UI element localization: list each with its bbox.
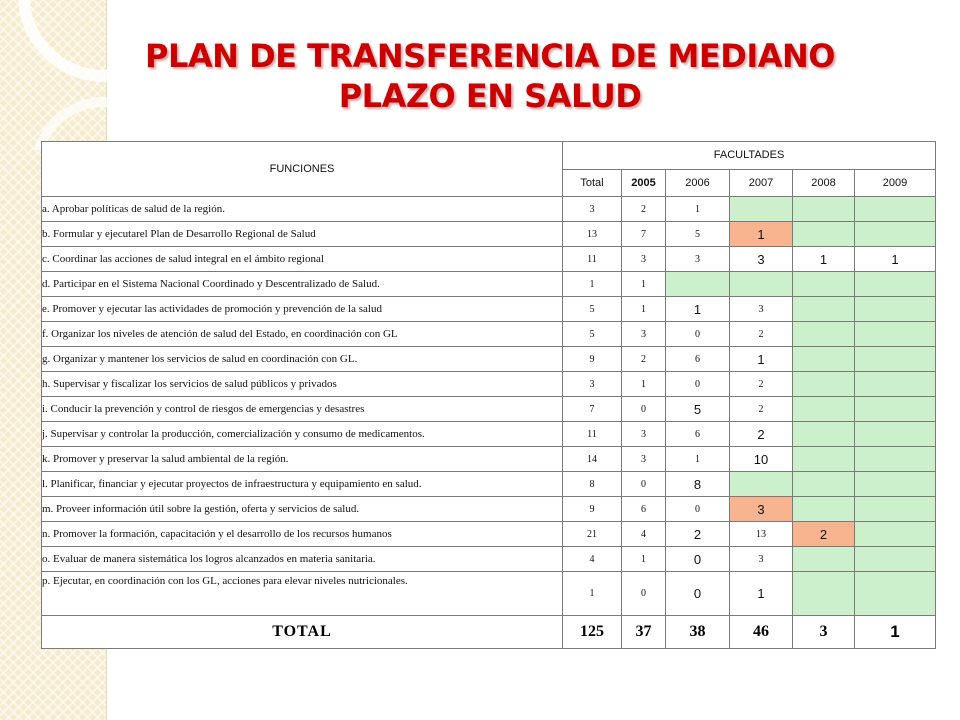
year-value-cell: 3 bbox=[622, 322, 666, 347]
year-value-cell: 4 bbox=[622, 522, 666, 547]
year-value-cell: 3 bbox=[622, 422, 666, 447]
total-value: 1 bbox=[855, 616, 936, 649]
row-total-cell: 1 bbox=[563, 572, 622, 616]
row-total-cell: 21 bbox=[563, 522, 622, 547]
year-value-cell: 2 bbox=[730, 397, 793, 422]
year-value-cell bbox=[855, 222, 936, 247]
year-value-cell bbox=[855, 547, 936, 572]
year-value-cell: 1 bbox=[793, 247, 855, 272]
table-row bbox=[42, 397, 936, 422]
funciones-header: FUNCIONES bbox=[42, 142, 563, 197]
row-total-cell: 7 bbox=[563, 397, 622, 422]
row-total-cell: 1 bbox=[563, 272, 622, 297]
year-value-cell: 1 bbox=[622, 297, 666, 322]
funcion-cell: a. Aprobar políticas de salud de la región. bbox=[42, 197, 563, 222]
table-row bbox=[42, 347, 936, 372]
funcion-cell: h. Supervisar y fiscalizar los servicios de salud públicos y privados bbox=[42, 372, 563, 397]
year-value-cell bbox=[855, 397, 936, 422]
year-value-cell bbox=[855, 272, 936, 297]
year-value-cell: 1 bbox=[666, 197, 730, 222]
year-value-cell: 2 bbox=[730, 422, 793, 447]
year-value-cell bbox=[730, 197, 793, 222]
page-title-line2: PLAZO EN SALUD bbox=[338, 77, 642, 115]
year-value-cell: 0 bbox=[622, 397, 666, 422]
year-value-cell: 1 bbox=[730, 572, 793, 616]
year-value-cell bbox=[793, 197, 855, 222]
funcion-cell: b. Formular y ejecutarel Plan de Desarrollo Regional de Salud bbox=[42, 222, 563, 247]
row-total-cell: 9 bbox=[563, 347, 622, 372]
total-value: 46 bbox=[730, 616, 793, 649]
table-row bbox=[42, 322, 936, 347]
year-value-cell: 1 bbox=[855, 247, 936, 272]
table-row bbox=[42, 372, 936, 397]
funcion-cell: d. Participar en el Sistema Nacional Coordinado y Descentralizado de Salud. bbox=[42, 272, 563, 297]
table-row bbox=[42, 547, 936, 572]
total-value: 37 bbox=[622, 616, 666, 649]
year-value-cell: 2 bbox=[666, 522, 730, 547]
year-value-cell: 3 bbox=[730, 247, 793, 272]
table-row bbox=[42, 197, 936, 222]
year-value-cell: 1 bbox=[666, 447, 730, 472]
year-value-cell bbox=[793, 472, 855, 497]
table-row bbox=[42, 497, 936, 522]
year-value-cell bbox=[793, 447, 855, 472]
year-value-cell bbox=[793, 422, 855, 447]
year-value-cell bbox=[793, 222, 855, 247]
year-value-cell: 0 bbox=[622, 572, 666, 616]
year-header: 2009 bbox=[855, 169, 936, 197]
year-value-cell bbox=[666, 272, 730, 297]
row-total-cell: 8 bbox=[563, 472, 622, 497]
year-value-cell bbox=[855, 197, 936, 222]
funcion-cell: f. Organizar los niveles de atención de salud del Estado, en coordinación con GL bbox=[42, 322, 563, 347]
year-value-cell bbox=[730, 272, 793, 297]
year-value-cell: 0 bbox=[666, 497, 730, 522]
year-value-cell: 3 bbox=[622, 447, 666, 472]
year-value-cell: 2 bbox=[622, 197, 666, 222]
year-header: 2005 bbox=[622, 169, 666, 197]
year-value-cell bbox=[855, 297, 936, 322]
funcion-cell: p. Ejecutar, en coordinación con los GL, acciones para elevar niveles nutricionales. bbox=[42, 572, 563, 616]
year-value-cell: 1 bbox=[622, 547, 666, 572]
year-value-cell: 2 bbox=[622, 347, 666, 372]
total-label: TOTAL bbox=[42, 616, 563, 649]
year-value-cell: 6 bbox=[666, 347, 730, 372]
year-value-cell bbox=[793, 497, 855, 522]
funcion-cell: j. Supervisar y controlar la producción, comercialización y consumo de medicamentos. bbox=[42, 422, 563, 447]
year-header: 2008 bbox=[793, 169, 855, 197]
year-value-cell bbox=[793, 372, 855, 397]
year-value-cell: 5 bbox=[666, 222, 730, 247]
row-total-cell: 5 bbox=[563, 297, 622, 322]
table-row bbox=[42, 222, 936, 247]
year-value-cell bbox=[730, 472, 793, 497]
year-value-cell: 8 bbox=[666, 472, 730, 497]
year-value-cell: 3 bbox=[666, 247, 730, 272]
page-title bbox=[120, 36, 860, 116]
funcion-cell: c. Coordinar las acciones de salud integral en el ámbito regional bbox=[42, 247, 563, 272]
year-value-cell bbox=[855, 447, 936, 472]
row-total-cell: 14 bbox=[563, 447, 622, 472]
year-value-cell bbox=[793, 547, 855, 572]
row-total-cell: 9 bbox=[563, 497, 622, 522]
year-value-cell: 0 bbox=[622, 472, 666, 497]
funcion-cell: i. Conducir la prevención y control de riesgos de emergencias y desastres bbox=[42, 397, 563, 422]
funcion-cell: n. Promover la formación, capacitación y el desarrollo de los recursos humanos bbox=[42, 522, 563, 547]
funcion-cell: l. Planificar, financiar y ejecutar proyectos de infraestructura y equipamiento en salud. bbox=[42, 472, 563, 497]
table-row bbox=[42, 472, 936, 497]
funcion-cell: o. Evaluar de manera sistemática los logros alcanzados en materia sanitaria. bbox=[42, 547, 563, 572]
year-value-cell: 6 bbox=[666, 422, 730, 447]
table-row bbox=[42, 297, 936, 322]
row-total-cell: 11 bbox=[563, 422, 622, 447]
table-row bbox=[42, 572, 936, 616]
year-value-cell: 13 bbox=[730, 522, 793, 547]
year-value-cell bbox=[793, 272, 855, 297]
table-row bbox=[42, 247, 936, 272]
year-value-cell: 2 bbox=[730, 372, 793, 397]
year-value-cell bbox=[855, 472, 936, 497]
year-value-cell: 0 bbox=[666, 572, 730, 616]
year-value-cell bbox=[855, 497, 936, 522]
funcion-cell: e. Promover y ejecutar las actividades de promoción y prevención de la salud bbox=[42, 297, 563, 322]
year-value-cell: 3 bbox=[730, 297, 793, 322]
table-row bbox=[42, 447, 936, 472]
year-value-cell bbox=[855, 422, 936, 447]
table-row bbox=[42, 272, 936, 297]
year-value-cell bbox=[793, 297, 855, 322]
year-value-cell: 3 bbox=[730, 497, 793, 522]
year-value-cell: 3 bbox=[622, 247, 666, 272]
row-total-cell: 13 bbox=[563, 222, 622, 247]
year-value-cell: 0 bbox=[666, 322, 730, 347]
year-value-cell: 10 bbox=[730, 447, 793, 472]
year-value-cell bbox=[855, 522, 936, 547]
row-total-cell: 5 bbox=[563, 322, 622, 347]
year-value-cell: 1 bbox=[622, 372, 666, 397]
year-value-cell: 6 bbox=[622, 497, 666, 522]
funcion-cell: g. Organizar y mantener los servicios de salud en coordinación con GL. bbox=[42, 347, 563, 372]
year-value-cell: 2 bbox=[730, 322, 793, 347]
total-row bbox=[42, 616, 936, 649]
table-row bbox=[42, 522, 936, 547]
year-value-cell bbox=[855, 322, 936, 347]
funcion-cell: m. Proveer información útil sobre la gestión, oferta y servicios de salud. bbox=[42, 497, 563, 522]
table-body bbox=[42, 197, 936, 616]
total-column-header: Total bbox=[563, 169, 622, 197]
year-value-cell bbox=[855, 372, 936, 397]
year-value-cell: 1 bbox=[730, 347, 793, 372]
year-value-cell: 0 bbox=[666, 547, 730, 572]
year-value-cell: 0 bbox=[666, 372, 730, 397]
funcion-cell: k. Promover y preservar la salud ambiental de la región. bbox=[42, 447, 563, 472]
page-title-line1: PLAN DE TRANSFERENCIA DE MEDIANO bbox=[145, 37, 835, 75]
transfer-plan-table bbox=[41, 141, 936, 649]
year-value-cell bbox=[793, 347, 855, 372]
row-total-cell: 3 bbox=[563, 197, 622, 222]
total-value: 125 bbox=[563, 616, 622, 649]
year-value-cell bbox=[793, 572, 855, 616]
facultades-header: FACULTADES bbox=[563, 142, 936, 170]
total-value: 38 bbox=[666, 616, 730, 649]
year-value-cell: 1 bbox=[730, 222, 793, 247]
row-total-cell: 3 bbox=[563, 372, 622, 397]
year-value-cell: 7 bbox=[622, 222, 666, 247]
year-value-cell bbox=[793, 322, 855, 347]
year-value-cell bbox=[855, 572, 936, 616]
year-header: 2006 bbox=[666, 169, 730, 197]
year-value-cell bbox=[855, 347, 936, 372]
year-value-cell: 1 bbox=[622, 272, 666, 297]
year-value-cell: 2 bbox=[793, 522, 855, 547]
row-total-cell: 11 bbox=[563, 247, 622, 272]
row-total-cell: 4 bbox=[563, 547, 622, 572]
year-value-cell: 5 bbox=[666, 397, 730, 422]
year-header: 2007 bbox=[730, 169, 793, 197]
year-value-cell: 3 bbox=[730, 547, 793, 572]
table-row bbox=[42, 422, 936, 447]
year-value-cell bbox=[793, 397, 855, 422]
year-value-cell: 1 bbox=[666, 297, 730, 322]
total-value: 3 bbox=[793, 616, 855, 649]
